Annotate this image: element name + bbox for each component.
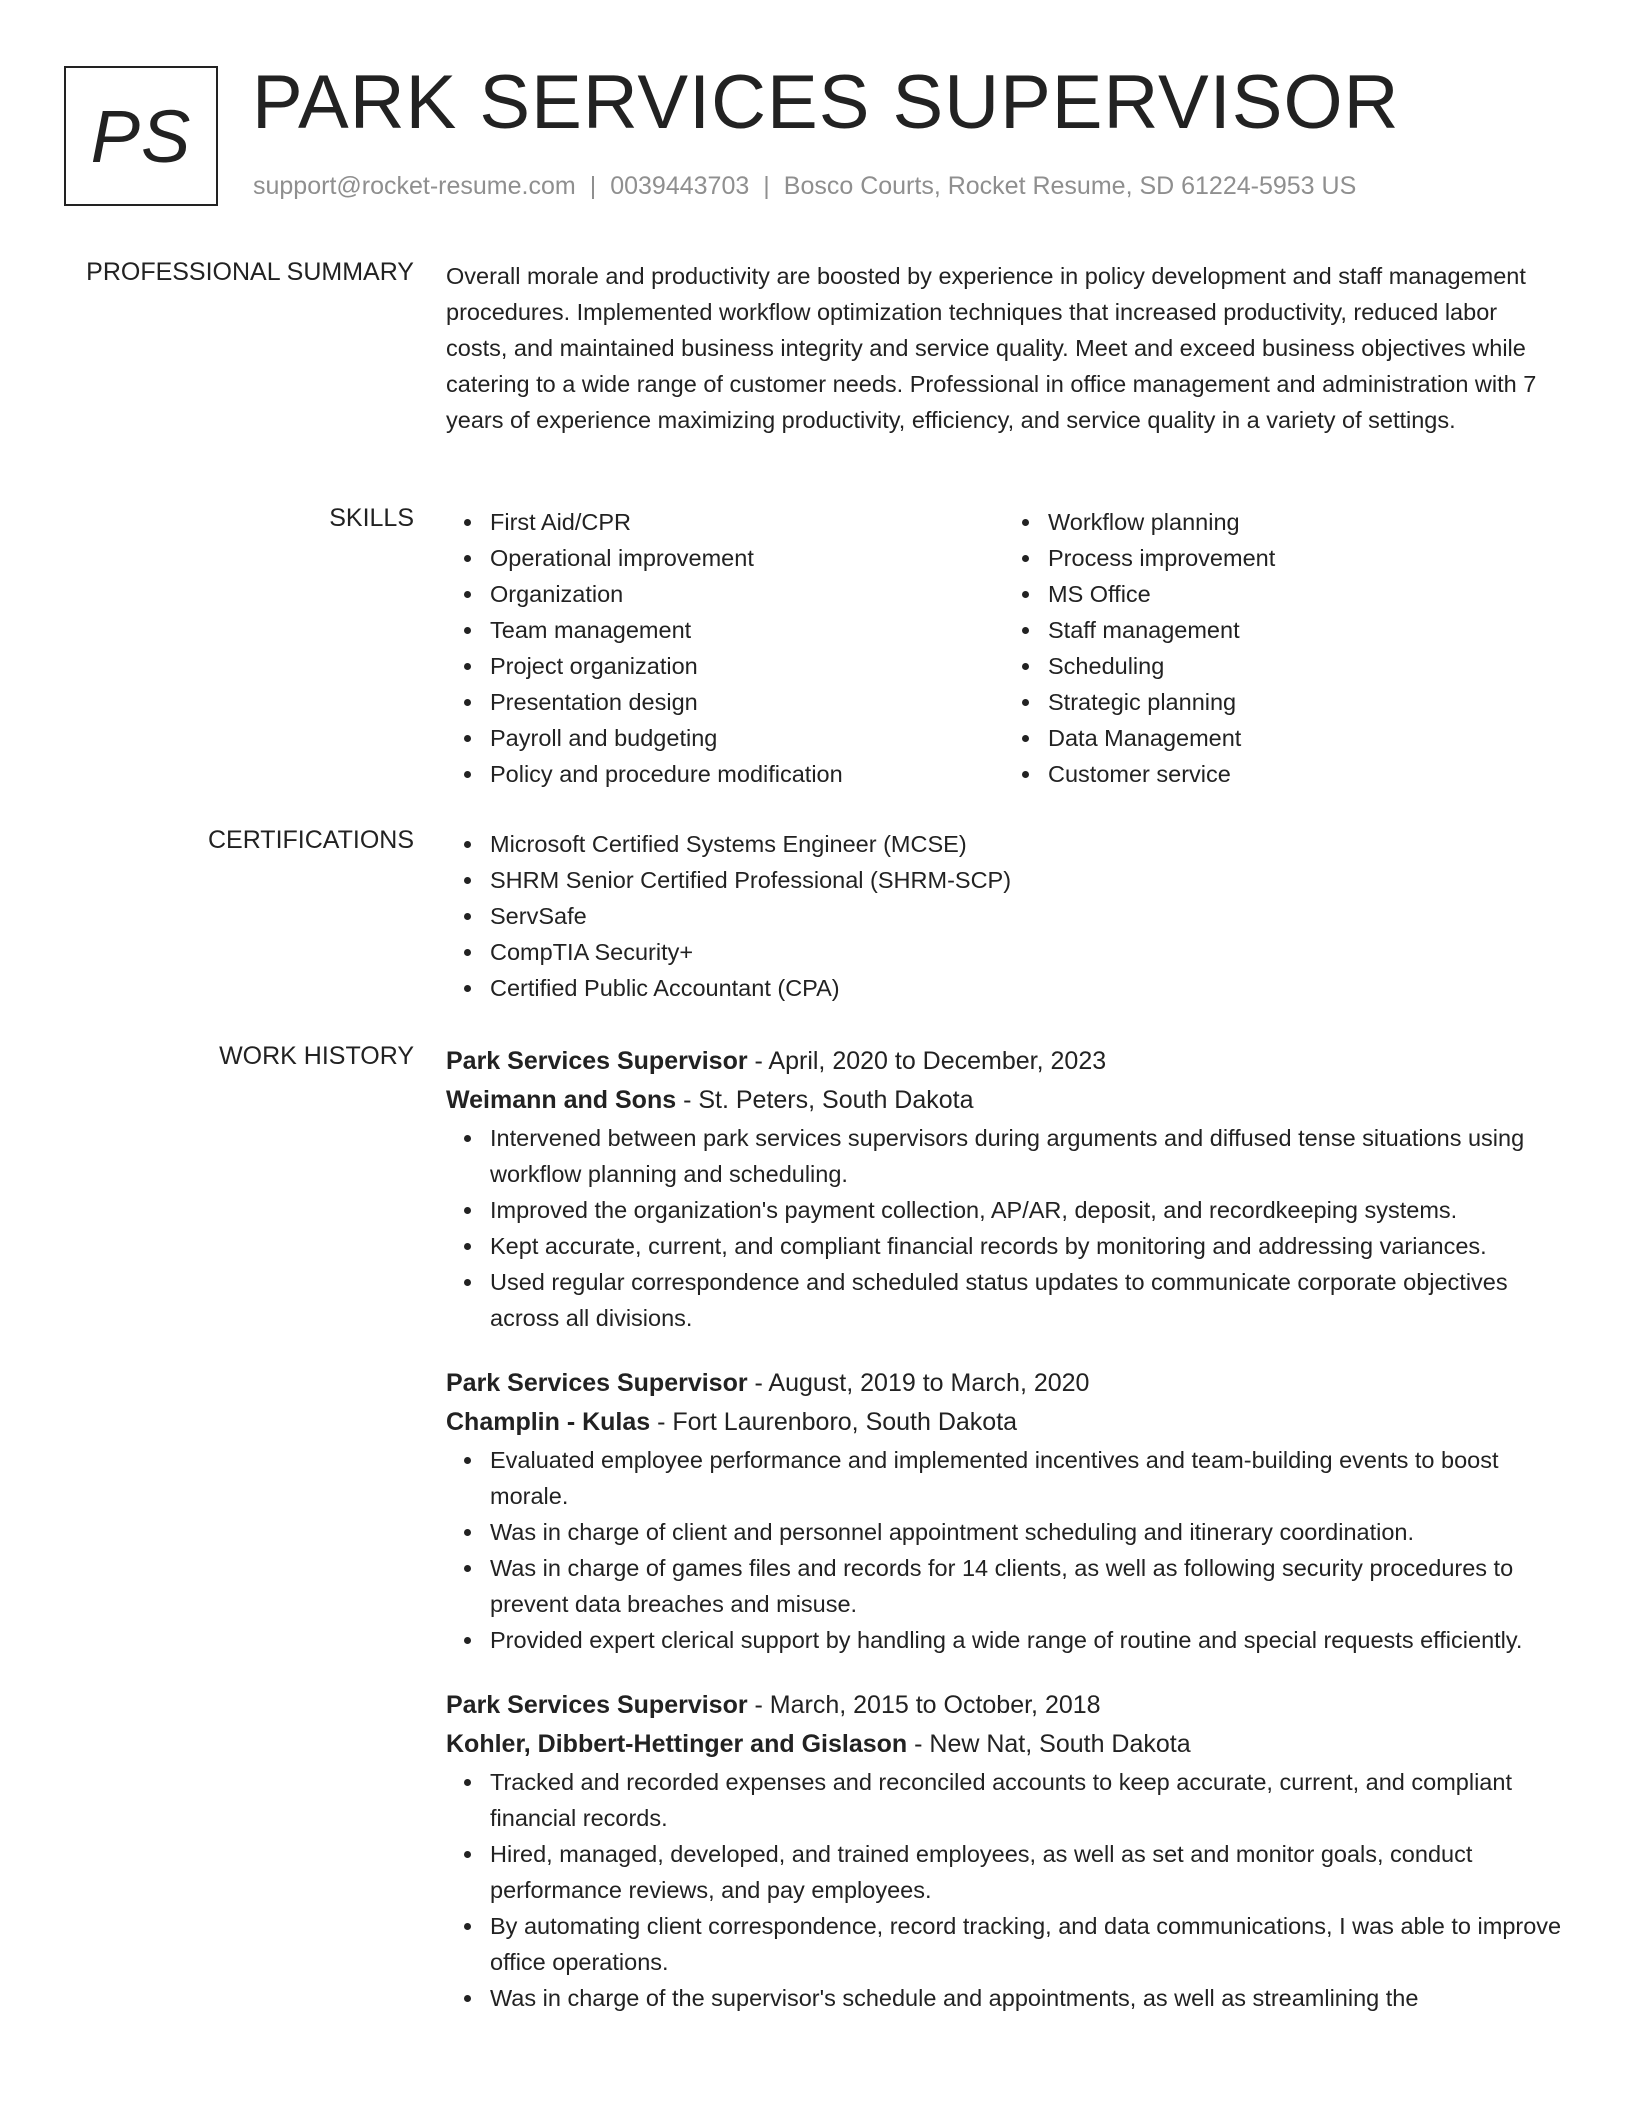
job-bullet: Tracked and recorded expenses and reconciled accounts to keep accurate, current, and compliant financial records. (490, 1764, 1562, 1836)
skill-item: Team management (490, 612, 1004, 648)
skill-item: Workflow planning (1048, 504, 1562, 540)
job-bullet: Hired, managed, developed, and trained employees, as well as set and monitor goals, conduct performance reviews, and pay employees. (490, 1836, 1562, 1908)
job-bullet: Was in charge of client and personnel appointment scheduling and itinerary coordination. (490, 1514, 1562, 1550)
page-title: PARK SERVICES SUPERVISOR (252, 60, 1400, 145)
job-bullet: Was in charge of the supervisor's schedule and appointments, as well as streamlining the (490, 1980, 1562, 2016)
skill-item: Presentation design (490, 684, 1004, 720)
job-bullet: By automating client correspondence, record tracking, and data communications, I was able to improve office operations. (490, 1908, 1562, 1980)
monogram (64, 66, 218, 206)
skills-heading: SKILLS (329, 504, 414, 532)
certifications-list (446, 826, 1562, 1006)
job-bullet: Evaluated employee performance and implemented incentives and team-building events to boost morale. (490, 1442, 1562, 1514)
summary-heading: PROFESSIONAL SUMMARY (86, 258, 414, 286)
job-bullet-list (446, 1442, 1562, 1658)
certification-item: SHRM Senior Certified Professional (SHRM-SCP) (490, 862, 1562, 898)
skills-list-right (1004, 504, 1562, 792)
job-company: Champlin - Kulas (446, 1408, 651, 1436)
job-company: Weimann and Sons (446, 1086, 677, 1114)
certification-item: CompTIA Security+ (490, 934, 1562, 970)
work-history-heading: WORK HISTORY (219, 1042, 414, 1070)
certification-item: Certified Public Accountant (CPA) (490, 970, 1562, 1006)
skill-item: Policy and procedure modification (490, 756, 1004, 792)
job-bullet: Improved the organization's payment collection, AP/AR, deposit, and recordkeeping systems. (490, 1192, 1562, 1228)
job-bullet: Intervened between park services supervisors during arguments and diffused tense situations using workflow planning and scheduling. (490, 1120, 1562, 1192)
job-dates: - April, 2020 to December, 2023 (747, 1047, 1107, 1075)
job-bullet-list (446, 1120, 1562, 1336)
contact-line (253, 172, 1356, 201)
contact-separator: | (763, 172, 770, 200)
skill-item: Operational improvement (490, 540, 1004, 576)
skill-item: Project organization (490, 648, 1004, 684)
certification-item: ServSafe (490, 898, 1562, 934)
job-company-line (446, 1081, 1562, 1120)
skill-item: MS Office (1048, 576, 1562, 612)
job-entry (446, 1042, 1562, 1336)
summary-text: Overall morale and productivity are boosted by experience in policy development and staff management procedures. Implemented workflow optimization techniques that increased productivity, reduced labor costs, and maintained business integrity and service quality. Meet and exceed business objectives while catering to a wide range of customer needs. Professional in office management and administration with 7 years of experience maximizing productivity, efficiency, and service quality in a variety of settings. (446, 263, 1537, 433)
skill-item: Staff management (1048, 612, 1562, 648)
skill-item: Payroll and budgeting (490, 720, 1004, 756)
job-entry (446, 1686, 1562, 2016)
job-role: Park Services Supervisor (446, 1369, 748, 1397)
skills-list-left (446, 504, 1004, 792)
job-title-line (446, 1364, 1562, 1403)
job-bullet: Was in charge of games files and records for 14 clients, as well as following security procedures to prevent data breaches and misuse. (490, 1550, 1562, 1622)
job-bullet-list (446, 1764, 1562, 2016)
skill-item: First Aid/CPR (490, 504, 1004, 540)
job-location: - Fort Laurenboro, South Dakota (650, 1408, 1018, 1436)
certification-item: Microsoft Certified Systems Engineer (MCSE) (490, 826, 1562, 862)
skill-item: Process improvement (1048, 540, 1562, 576)
job-dates: - March, 2015 to October, 2018 (747, 1691, 1101, 1719)
job-company-line (446, 1725, 1562, 1764)
jobs-list (446, 1042, 1562, 2044)
contact-separator: | (589, 172, 597, 200)
job-title-line (446, 1042, 1562, 1081)
contact-address: Bosco Courts, Rocket Resume, SD 61224-5953 US (783, 172, 1357, 200)
contact-email: support@rocket-resume.com (253, 172, 576, 200)
initials: PS (90, 94, 192, 178)
contact-phone: 0039443703 (610, 172, 750, 200)
skill-item: Strategic planning (1048, 684, 1562, 720)
job-company: Kohler, Dibbert-Hettinger and Gislason (446, 1730, 908, 1758)
job-company-line (446, 1403, 1562, 1442)
job-role: Park Services Supervisor (446, 1047, 748, 1075)
job-bullet: Kept accurate, current, and compliant financial records by monitoring and addressing variances. (490, 1228, 1562, 1264)
certifications-heading: CERTIFICATIONS (207, 826, 414, 854)
skill-item: Data Management (1048, 720, 1562, 756)
job-entry (446, 1364, 1562, 1658)
job-dates: - August, 2019 to March, 2020 (747, 1369, 1090, 1397)
job-bullet: Used regular correspondence and scheduled status updates to communicate corporate objectives across all divisions. (490, 1264, 1562, 1336)
skill-item: Scheduling (1048, 648, 1562, 684)
job-location: - St. Peters, South Dakota (676, 1086, 974, 1114)
job-bullet: Provided expert clerical support by handling a wide range of routine and special requests efficiently. (490, 1622, 1562, 1658)
skill-item: Organization (490, 576, 1004, 612)
job-role: Park Services Supervisor (446, 1691, 748, 1719)
job-title-line (446, 1686, 1562, 1725)
job-location: - New Nat, South Dakota (907, 1730, 1191, 1758)
skill-item: Customer service (1048, 756, 1562, 792)
